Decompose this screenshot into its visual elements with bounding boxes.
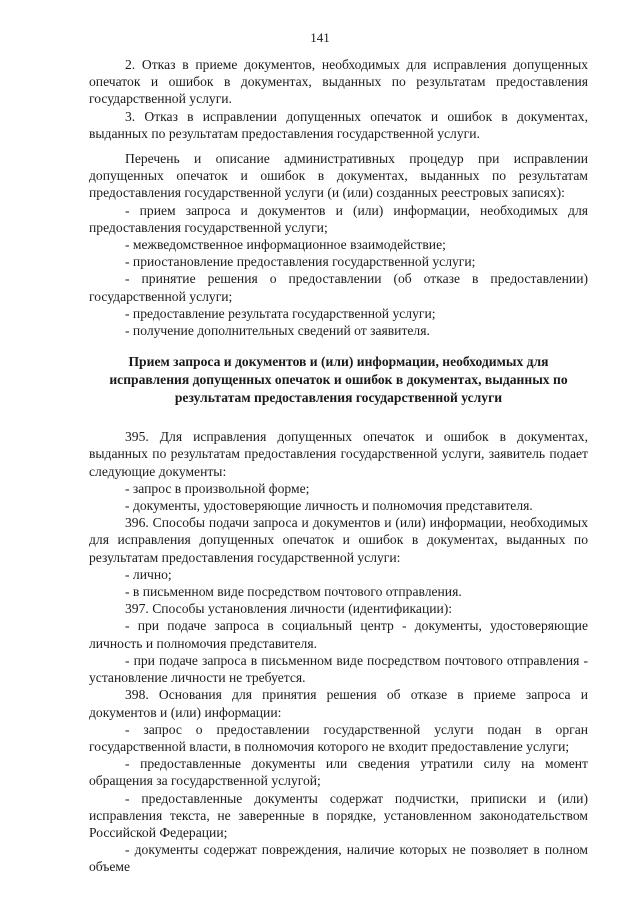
paragraph: - предоставление результата государственной услуги; [125, 305, 436, 321]
paragraph: - запрос о предоставлении государственной услуги подан в орган государственной власти, в полномочия которого не входит предоставление услуги; [89, 721, 588, 754]
section-before [89, 56, 588, 339]
page-number: 141 [310, 30, 330, 45]
paragraph: - при подаче запроса в социальный центр - документы, удостоверяющие личность и полномочия представителя. [89, 618, 588, 651]
paragraph: - прием запроса и документов и (или) информации, необходимых для предоставления государственной услуги; [89, 202, 588, 235]
paragraph: - приостановление предоставления государственной услуги; [125, 254, 476, 270]
paragraph: 2. Отказ в приеме документов, необходимых для исправления допущенных опечаток и ошибок в документах, выданных по результатам предоставления государственной услуги. [89, 57, 588, 107]
heading-line: исправления допущенных опечаток и ошибок в документах, выданных по [109, 372, 568, 388]
paragraph: Перечень и описание административных процедур при исправлении допущенных опечаток и ошибок в документах, выданных по результатам предоставления государственной услуги (и (или) созданных реестровых записях): [89, 151, 588, 201]
paragraph: - принятие решения о предоставлении (об отказе в предоставлении) государственной услуги; [89, 271, 588, 304]
paragraph-gap [89, 142, 588, 150]
paragraph: - запрос в произвольной форме; [125, 480, 310, 496]
paragraph: - предоставленные документы или сведения утратили силу на момент обращения за государственной услугой; [89, 756, 588, 789]
paragraph: 395. Для исправления допущенных опечаток и ошибок в документах, выданных по результатам предоставления государственной услуги, заявитель подает следующие документы: [89, 429, 588, 479]
paragraph: 397. Способы установления личности (идентификации): [125, 601, 453, 617]
paragraph: 398. Основания для принятия решения об отказе в приеме запроса и документов и (или) информации: [89, 687, 588, 720]
heading-line: Прием запроса и документов и (или) информации, необходимых для [128, 354, 549, 370]
section-after [89, 428, 588, 875]
document-body [89, 56, 588, 876]
paragraph: - документы, удостоверяющие личность и полномочия представителя. [125, 498, 533, 514]
paragraph: - документы содержат повреждения, наличие которых не позволяет в полном объеме [89, 842, 588, 875]
paragraph: 396. Способы подачи запроса и документов и (или) информации, необходимых для исправления допущенных опечаток и ошибок в документах, выданных по результатам предоставления государственной услуги: [89, 515, 588, 565]
paragraph: - предоставленные документы содержат подчистки, приписки и (или) исправления текста, не заверенные в порядке, установленном законодательством Российской Федерации; [89, 790, 588, 840]
paragraph: - межведомственное информационное взаимодействие; [125, 237, 446, 253]
paragraph: 3. Отказ в исправлении допущенных опечаток и ошибок в документах, выданных по результатам предоставления государственной услуги. [89, 108, 588, 141]
paragraph: - лично; [125, 566, 172, 582]
paragraph: - получение дополнительных сведений от заявителя. [125, 323, 430, 339]
paragraph: - в письменном виде посредством почтового отправления. [125, 584, 462, 600]
paragraph: - при подаче запроса в письменном виде посредством почтового отправления - установление личности не требуется. [89, 652, 588, 686]
heading-line: результатам предоставления государственной услуги [174, 390, 503, 406]
section-heading [89, 353, 588, 407]
